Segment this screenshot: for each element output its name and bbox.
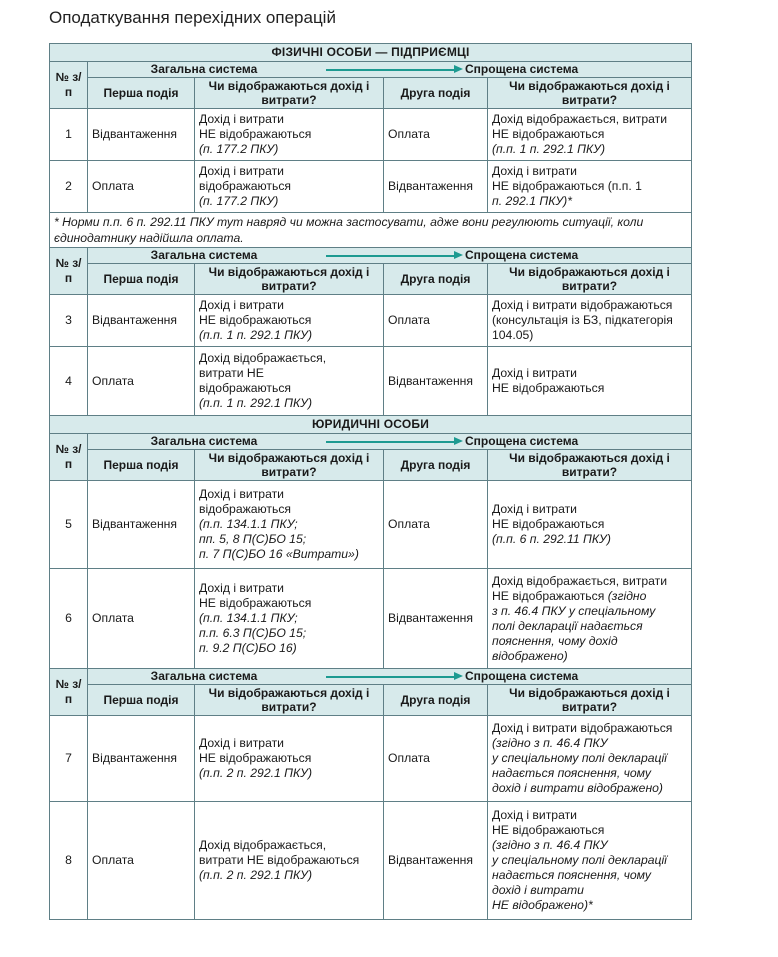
column-header-row: Перша подія Чи відображаються дохід і витрати? Друга подія Чи відображаються дохід і витрати? bbox=[50, 264, 692, 295]
footnote: * Норми п.п. 6 п. 292.11 ПКУ тут навряд чи можна застосувати, адже вони регулюють ситуації, коли єдинодатнику надійшла оплата. bbox=[50, 213, 692, 248]
flow-row: № з/п Загальна система Спрощена система bbox=[50, 248, 692, 264]
table-row: 6 Оплата Дохід і витрати НЕ відображаються (п.п. 134.1.1 ПКУ; п.п. 6.3 П(С)БО 15; п. 9.2 П(С)БО 16) Відвантаження Дохід відображається, витрати НЕ відображаються (згідно з п. 46.4 ПКУ у спеціальному полі декларації надається пояснення, чому дохід відображено) bbox=[50, 569, 692, 669]
second-event-header: Друга подія bbox=[384, 78, 488, 109]
table-row: 8 Оплата Дохід відображається, витрати НЕ відображаються (п.п. 2 п. 292.1 ПКУ) Відвантаження Дохід і витрати НЕ відображаються (згідно з п. 46.4 ПКУ у спеціальному полі декларації надається пояснення, чому дохід і витрати НЕ відображено)* bbox=[50, 802, 692, 920]
section-title: ФІЗИЧНІ ОСОБИ — ПІДПРИЄМЦІ bbox=[50, 44, 692, 62]
section-title: ЮРИДИЧНІ ОСОБИ bbox=[50, 416, 692, 434]
flow-row: № з/п Загальна система Спрощена система bbox=[50, 434, 692, 450]
general-system-label: Загальна система bbox=[150, 248, 258, 262]
page-title: Оподаткування перехідних операцій bbox=[49, 8, 336, 27]
shown-header: Чи відображаються дохід і витрати? bbox=[488, 78, 692, 109]
transition-operations-table bbox=[49, 43, 692, 920]
table-row: 5 Відвантаження Дохід і витрати відображаються (п.п. 134.1.1 ПКУ; пп. 5, 8 П(С)БО 15; п. 7 П(С)БО 16 «Витрати») Оплата Дохід і витрати НЕ відображаються (п.п. 6 п. 292.11 ПКУ) bbox=[50, 481, 692, 569]
table-row: 3 Відвантаження Дохід і витрати НЕ відображаються (п.п. 1 п. 292.1 ПКУ) Оплата Дохід і витрати відображаються (консультація із БЗ, підкатегорія 104.05) bbox=[50, 295, 692, 347]
table-row: 2 Оплата Дохід і витрати відображаються (п. 177.2 ПКУ) Відвантаження Дохід і витрати НЕ відображаються (п.п. 1 п. 292.1 ПКУ)* bbox=[50, 161, 692, 213]
column-header-row bbox=[50, 78, 692, 109]
general-system-label: Загальна система bbox=[150, 434, 258, 448]
arrow-right-icon bbox=[320, 62, 465, 77]
num-header: № з/п bbox=[50, 62, 88, 109]
table-row: 4 Оплата Дохід відображається, витрати НЕ відображаються (п.п. 1 п. 292.1 ПКУ) Відвантаження Дохід і витрати НЕ відображаються bbox=[50, 347, 692, 416]
footnote-row bbox=[50, 213, 692, 248]
first-event-header: Перша подія bbox=[88, 78, 195, 109]
section-header-legal bbox=[50, 416, 692, 434]
simplified-system-label: Спрощена система bbox=[465, 434, 579, 448]
arrow-right-icon bbox=[320, 669, 465, 684]
table-row: 1 Відвантаження Дохід і витрати НЕ відображаються (п. 177.2 ПКУ) Оплата Дохід відображається, витрати НЕ відображаються (п.п. 1 п. 292.1 ПКУ) bbox=[50, 109, 692, 161]
general-system-label: Загальна система bbox=[150, 62, 258, 76]
column-header-row: Перша подія Чи відображаються дохід і витрати? Друга подія Чи відображаються дохід і витрати? bbox=[50, 685, 692, 716]
simplified-system-label: Спрощена система bbox=[465, 669, 579, 683]
simplified-system-label: Спрощена система bbox=[465, 248, 579, 262]
column-header-row: Перша подія Чи відображаються дохід і витрати? Друга подія Чи відображаються дохід і витрати? bbox=[50, 450, 692, 481]
general-system-label: Загальна система bbox=[150, 669, 258, 683]
table-row: 7 Відвантаження Дохід і витрати НЕ відображаються (п.п. 2 п. 292.1 ПКУ) Оплата Дохід і витрати відображаються (згідно з п. 46.4 ПКУ у спеціальному полі декларації надається пояснення, чому дохід і витрати відображено) bbox=[50, 716, 692, 802]
flow-row bbox=[50, 62, 692, 78]
simplified-system-label: Спрощена система bbox=[465, 62, 579, 76]
arrow-right-icon bbox=[320, 248, 465, 263]
section-header-individuals bbox=[50, 44, 692, 62]
arrow-right-icon bbox=[320, 434, 465, 449]
flow-row: № з/п Загальна система Спрощена система bbox=[50, 669, 692, 685]
shown-header: Чи відображаються дохід і витрати? bbox=[195, 78, 384, 109]
